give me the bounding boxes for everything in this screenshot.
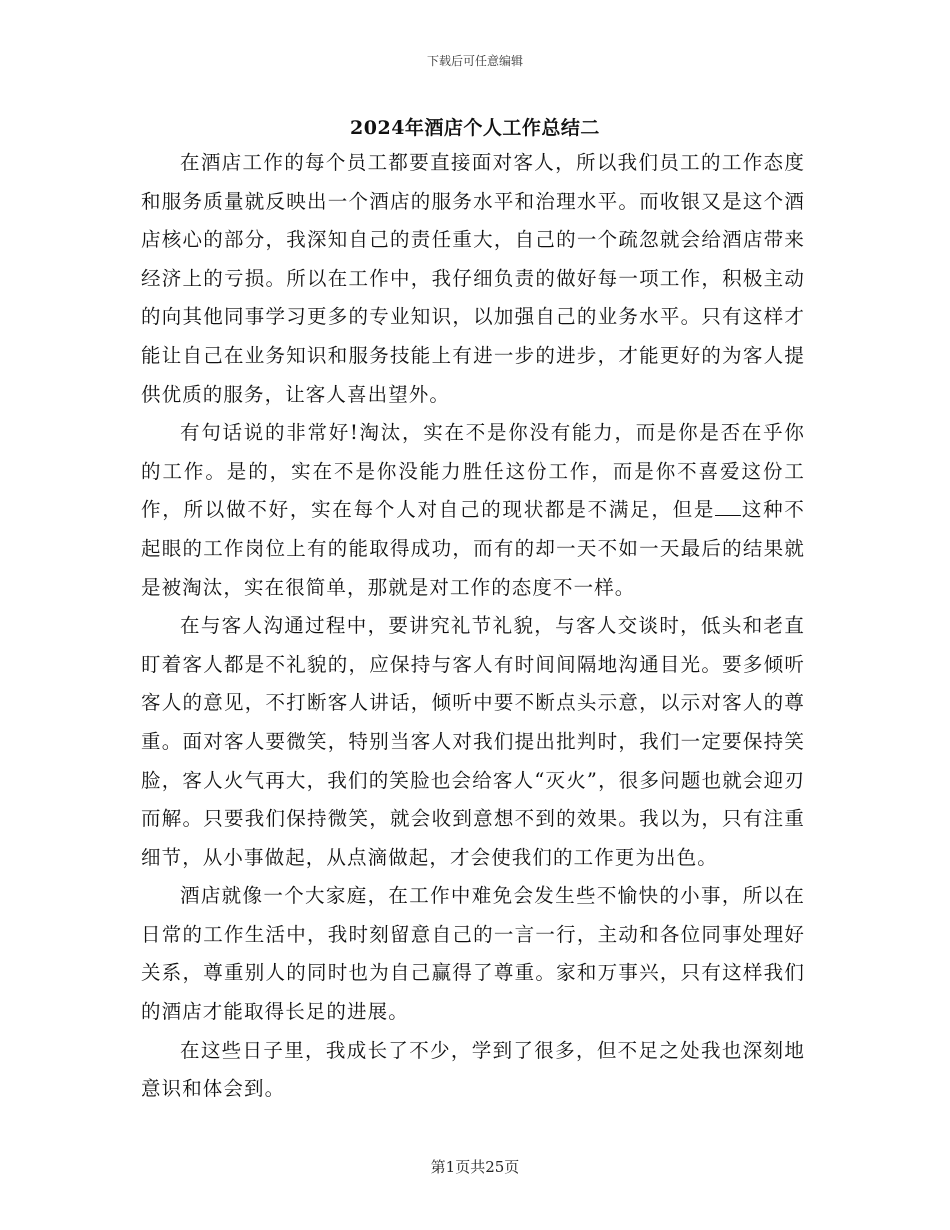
document-title: 2024年酒店个人工作总结二 (350, 117, 600, 139)
paragraph-4: 酒店就像一个大家庭，在工作中难免会发生些不愉快的小事，所以在日常的工作生活中，我时刻留意自己的一言一行，主动和各位同事处理好关系，尊重别人的同时也为自己赢得了尊重。家和万事兴，只有这样我们的酒店才能取得长足的进展。 (141, 884, 805, 1024)
document-body (141, 144, 805, 1109)
paragraph-3: 在与客人沟通过程中，要讲究礼节礼貌，与客人交谈时，低头和老直盯着客人都是不礼貌的，应保持与客人有时间间隔地沟通目光。要多倾听客人的意见，不打断客人讲话，倾听中要不断点头示意，以示对客人的尊重。面对客人要微笑，特别当客人对我们提出批判时，我们一定要保持笑脸，客人火气再大，我们的笑脸也会给客人“灭火”，很多问题也就会迎刃而解。只要我们保持微笑，就会收到意想不到的效果。我以为，只有注重细节，从小事做起，从点滴做起，才会使我们的工作更为出色。 (141, 614, 805, 869)
paragraph-2 (141, 414, 805, 607)
paragraph-2-text: 有句话说的非常好!淘汰，实在不是你没有能力，而是你是否在乎你的工作。是的，实在不是你没能力胜任这份工作，而是你不喜爱这份工作，所以做不好，实在每个人对自己的现状都是不满足，但是 (141, 421, 805, 522)
paragraph-5: 在这些日子里，我成长了不少，学到了很多，但不足之处我也深刻地意识和体会到。 (141, 1038, 805, 1101)
paragraph-1: 在酒店工作的每个员工都要直接面对客人，所以我们员工的工作态度和服务质量就反映出一个酒店的服务水平和治理水平。而收银又是这个酒店核心的部分，我深知自己的责任重大，自己的一个疏忽就会给酒店带来经济上的亏损。所以在工作中，我仔细负责的做好每一项工作，积极主动的向其他同事学习更多的专业知识，以加强自己的业务水平。只有这样才能让自己在业务知识和服务技能上有进一步的进步，才能更好的为客人提供优质的服务，让客人喜出望外。 (141, 151, 805, 406)
page-header: 下载后可任意编辑 (426, 54, 523, 68)
paragraph-2-continuation: 这种不起眼的工作岗位上有的能取得成功，而有的却一天不如一天最后的结果就是被淘汰，实在很简单，那就是对工作的态度不一样。 (141, 498, 805, 599)
page-footer: 第1页共25页 (430, 1158, 520, 1176)
fill-in-blank (715, 499, 741, 516)
